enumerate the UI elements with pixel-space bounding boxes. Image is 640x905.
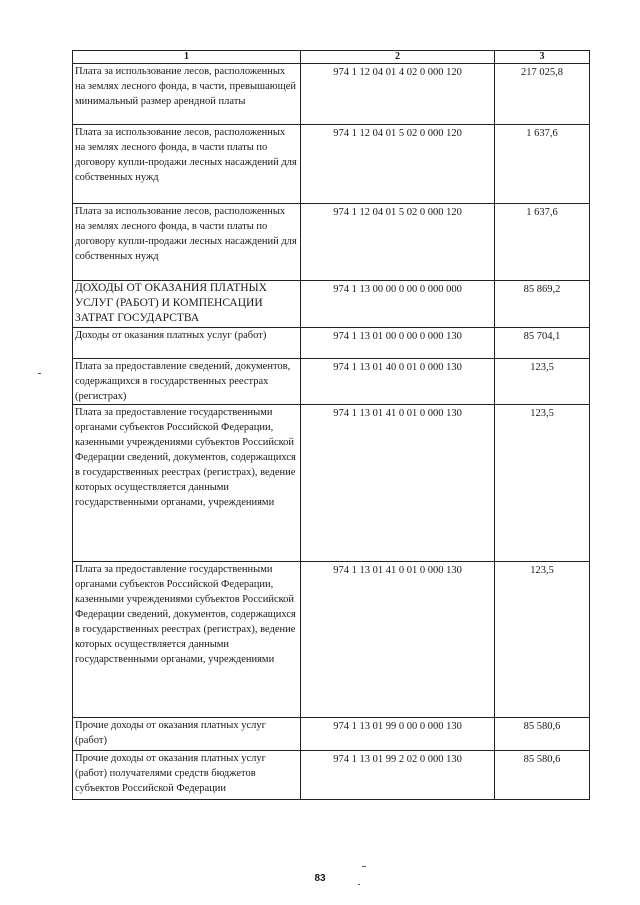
row-code: 974 1 13 01 00 0 00 0 000 130	[301, 328, 495, 359]
table-row	[73, 281, 590, 328]
row-name: Плата за предоставление сведений, документов, содержащихся в государственных реестрах (регистрах)	[73, 359, 301, 405]
row-amount: 123,5	[495, 562, 590, 718]
column-header-3: 3	[495, 51, 590, 64]
row-name: Плата за предоставление государственными органами субъектов Российской Федерации, казенными учреждениями субъектов Российской Федерации сведений, документов, содержащихся в государственных реестрах (регистрах), ведение которых осуществляется данными государственными органами, учреждениями	[73, 405, 301, 562]
table-row	[73, 204, 590, 281]
row-code: 974 1 12 04 01 5 02 0 000 120	[301, 125, 495, 204]
table-row	[73, 751, 590, 800]
row-code: 974 1 13 01 41 0 01 0 000 130	[301, 562, 495, 718]
page-number: 83	[314, 873, 326, 884]
row-code: 974 1 12 04 01 4 02 0 000 120	[301, 64, 495, 125]
row-name: Доходы от оказания платных услуг (работ)	[73, 328, 301, 359]
row-code: 974 1 12 04 01 5 02 0 000 120	[301, 204, 495, 281]
row-amount: 85 580,6	[495, 751, 590, 800]
table-row	[73, 359, 590, 405]
row-name: Прочие доходы от оказания платных услуг (работ) получателями средств бюджетов субъектов Российской Федерации	[73, 751, 301, 800]
row-name: Плата за использование лесов, расположенных на землях лесного фонда, в части платы по договору купли-продажи лесных насаждений для собственных нужд	[73, 204, 301, 281]
scan-mark	[38, 373, 41, 374]
table-row	[73, 64, 590, 125]
row-name: Плата за предоставление государственными органами субъектов Российской Федерации, казенными учреждениями субъектов Российской Федерации сведений, документов, содержащихся в государственных реестрах (регистрах), ведение которых осуществляется данными государственными органами, учреждениями	[73, 562, 301, 718]
row-amount: 123,5	[495, 359, 590, 405]
row-name: Прочие доходы от оказания платных услуг (работ)	[73, 718, 301, 751]
row-amount: 85 580,6	[495, 718, 590, 751]
row-amount: 217 025,8	[495, 64, 590, 125]
row-amount: 85 869,2	[495, 281, 590, 328]
row-code: 974 1 13 01 40 0 01 0 000 130	[301, 359, 495, 405]
row-code: 974 1 13 01 99 0 00 0 000 130	[301, 718, 495, 751]
table-header-row	[73, 51, 590, 64]
row-code: 974 1 13 00 00 0 00 0 000 000	[301, 281, 495, 328]
budget-table	[72, 50, 590, 800]
row-name: ДОХОДЫ ОТ ОКАЗАНИЯ ПЛАТНЫХ УСЛУГ (РАБОТ) И КОМПЕНСАЦИИ ЗАТРАТ ГОСУДАРСТВА	[73, 281, 301, 328]
row-amount: 1 637,6	[495, 125, 590, 204]
row-amount: 123,5	[495, 405, 590, 562]
scan-mark	[362, 866, 366, 867]
scan-mark	[358, 884, 360, 885]
table-row	[73, 405, 590, 562]
row-amount: 85 704,1	[495, 328, 590, 359]
row-amount: 1 637,6	[495, 204, 590, 281]
table-row	[73, 125, 590, 204]
table-row	[73, 562, 590, 718]
row-code: 974 1 13 01 41 0 01 0 000 130	[301, 405, 495, 562]
column-header-1: 1	[73, 51, 301, 64]
row-code: 974 1 13 01 99 2 02 0 000 130	[301, 751, 495, 800]
table-row	[73, 328, 590, 359]
table-row	[73, 718, 590, 751]
row-name: Плата за использование лесов, расположенных на землях лесного фонда, в части, превышающей минимальный размер арендной платы	[73, 64, 301, 125]
row-name: Плата за использование лесов, расположенных на землях лесного фонда, в части платы по договору купли-продажи лесных насаждений для собственных нужд	[73, 125, 301, 204]
column-header-2: 2	[301, 51, 495, 64]
